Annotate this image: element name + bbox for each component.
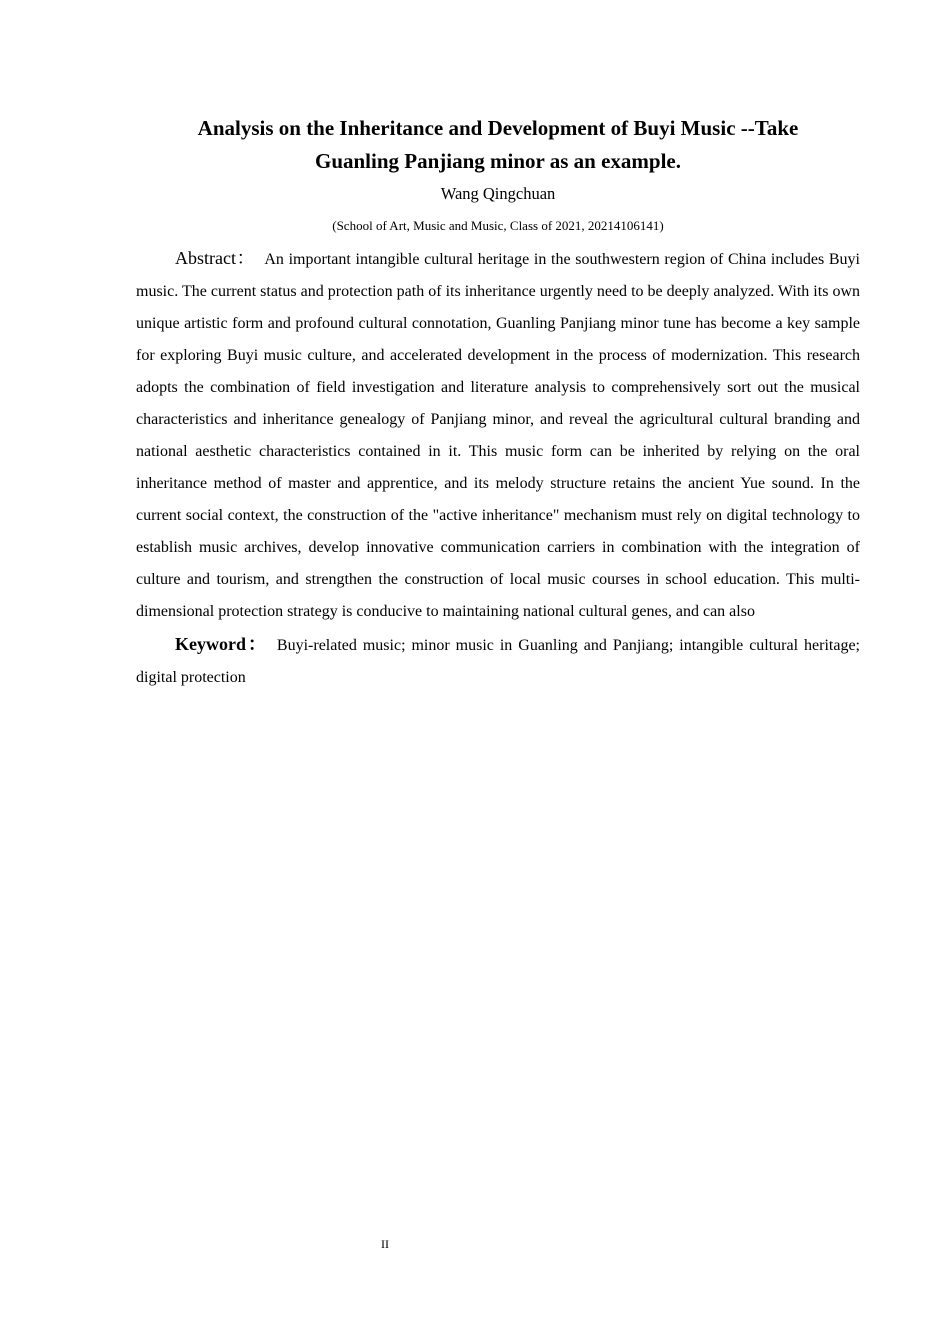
keywords-paragraph bbox=[136, 628, 860, 694]
keywords-label: Keyword： bbox=[175, 634, 268, 654]
author-name: Wang Qingchuan bbox=[440, 184, 556, 203]
paper-title bbox=[136, 112, 860, 178]
keywords-text: Buyi-related music; minor music in Guanling and Panjiang; intangible cultural heritage; digital protection bbox=[136, 637, 860, 686]
paper-title-line2: Guanling Panjiang minor as an example. bbox=[314, 149, 681, 173]
page-content bbox=[136, 112, 860, 694]
abstract-label: Abstract： bbox=[175, 248, 256, 268]
abstract-text: An important intangible cultural heritage in the southwestern region of China includes Buyi music. The current status and protection path of its inheritance urgently need to be deeply analyzed. With its own unique artistic form and profound cultural connotation, Guanling Panjiang minor tune has become a key sample for exploring Buyi music culture, and accelerated development in the process of modernization. This research adopts the combination of field investigation and literature analysis to comprehensively sort out the musical characteristics and inheritance genealogy of Panjiang minor, and reveal the agricultural cultural branding and national aesthetic characteristics contained in it. This music form can be inherited by relying on the oral inheritance method of master and apprentice, and its melody structure retains the ancient Yue sound. In the current social context, the construction of the "active inheritance" mechanism must rely on digital technology to establish music archives, develop innovative communication carriers in combination with the integration of culture and tourism, and strengthen the construction of local music courses in school education. This multi-dimensional protection strategy is conducive to maintaining national cultural genes, and can also bbox=[136, 251, 861, 620]
author-affiliation: (School of Art, Music and Music, Class of 2021, 20214106141) bbox=[332, 218, 664, 233]
abstract-paragraph bbox=[136, 242, 860, 628]
paper-title-line1: Analysis on the Inheritance and Development of Buyi Music --Take bbox=[197, 116, 799, 140]
page-number: II bbox=[381, 1237, 389, 1251]
